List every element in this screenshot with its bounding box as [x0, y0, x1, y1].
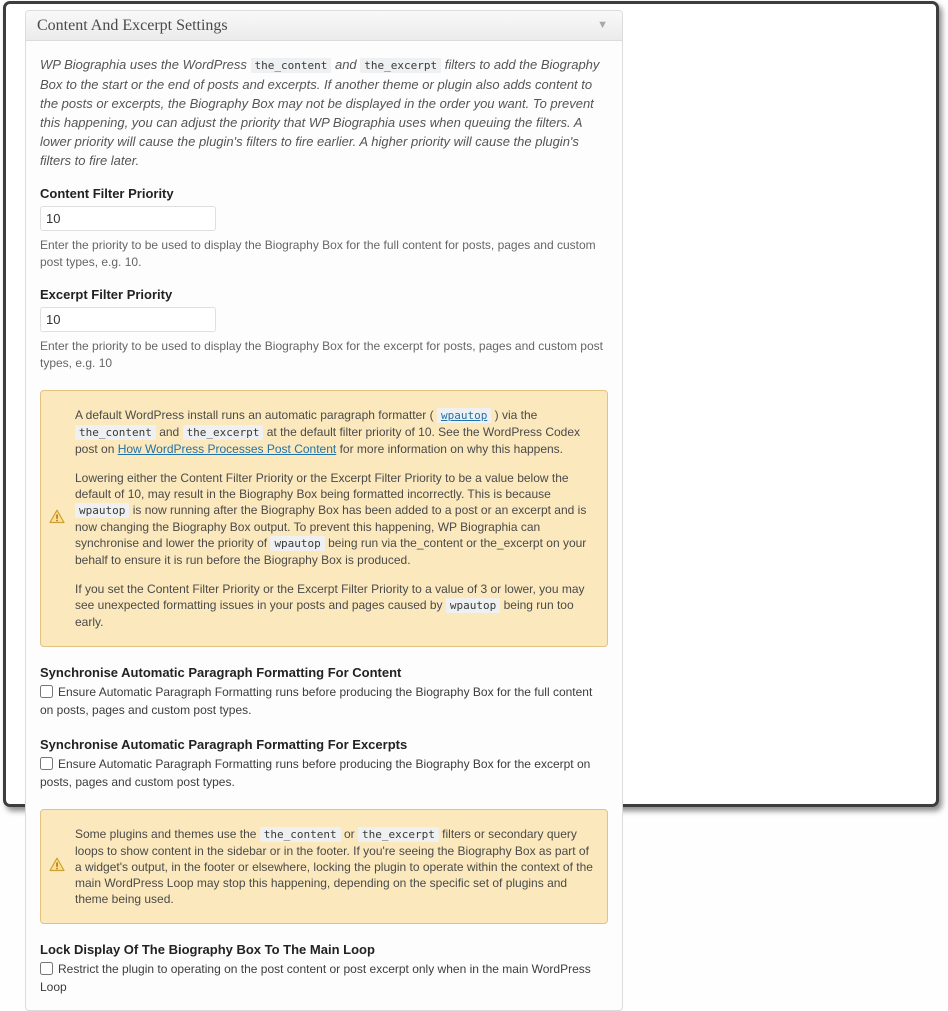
warning-paragraph: A default WordPress install runs an automatic paragraph formatter ( wpautop ) via the the_content and the_excerpt at the default filter priority of 10. See the WordPress Codex post on How WordPress Processes Post Content for more information on why this happens.: [75, 408, 581, 456]
excerpt-filter-priority-label: Excerpt Filter Priority: [40, 287, 173, 302]
main-loop-warning-box: [40, 809, 608, 924]
inline-code: the_content: [251, 58, 332, 73]
inline-code: the_excerpt: [183, 425, 264, 440]
panel-title: Content And Excerpt Settings: [37, 16, 228, 34]
excerpt-filter-priority-help: Enter the priority to be used to display the Biography Box for the excerpt for posts, pages and custom post types, e.g. 10: [40, 339, 603, 370]
inline-code: the_content: [75, 425, 156, 440]
sync-content-label: Synchronise Automatic Paragraph Formatting For Content: [40, 665, 402, 680]
sync-excerpts-checkbox[interactable]: [40, 757, 53, 770]
inline-code: wpautop: [270, 536, 324, 551]
priority-warning-box: [40, 390, 608, 647]
lock-loop-row: [40, 960, 608, 996]
inline-code: the_excerpt: [358, 827, 439, 842]
sync-excerpts-text: Ensure Automatic Paragraph Formatting runs before producing the Biography Box for the excerpt on posts, pages and custom post types.: [40, 757, 591, 789]
inline-link[interactable]: How WordPress Processes Post Content: [117, 442, 337, 456]
warning-paragraph: Lowering either the Content Filter Priority or the Excerpt Filter Priority to be a value below the default of 10, may result in the Biography Box being formatted incorrectly. This is because wpautop is now running after the Biography Box has been added to a post or an excerpt and is now changing the Biography Box output. To prevent this happening, WP Biographia can synchronise and lower the priority of wpautop being run via the_content or the_excerpt on your behalf to ensure it is run before the Biography Box is produced.: [75, 471, 587, 567]
inline-code: the_excerpt: [360, 58, 441, 73]
warning-triangle-icon: [49, 509, 65, 529]
content-excerpt-settings-panel: [25, 10, 623, 1011]
lock-loop-text: Restrict the plugin to operating on the post content or post excerpt only when in the main WordPress Loop: [40, 962, 591, 994]
priority-warning-text: [75, 394, 593, 643]
inline-link[interactable]: wpautop: [437, 408, 491, 423]
content-filter-priority-label: Content Filter Priority: [40, 186, 174, 201]
main-loop-warning-text: [75, 813, 593, 920]
page-frame: [3, 1, 939, 994]
lock-loop-label: Lock Display Of The Biography Box To The Main Loop: [40, 942, 375, 957]
warning-triangle-icon: [49, 857, 65, 877]
warning-paragraph: Some plugins and themes use the the_content or the_excerpt filters or secondary query loops to show content in the sidebar or in the footer. If you're seeing the Biography Box as part of a widget's output, in the footer or elsewhere, locking the plugin to operate within the context of the main WordPress Loop may stop this happening, depending on the specific set of plugins and theme being used.: [75, 827, 593, 906]
content-filter-priority-help: Enter the priority to be used to display the Biography Box for the full content for posts, pages and custom post types, e.g. 10.: [40, 238, 596, 269]
inline-code: the_content: [260, 827, 341, 842]
intro-paragraph: WP Biographia uses the WordPress the_content and the_excerpt filters to add the Biography Box to the start or the end of posts and excerpts. If another theme or plugin also adds content to the posts or excerpts, the Biography Box may not be displayed in the order you want. To prevent this happening, you can adjust the priority that WP Biographia uses when queuing the filters. A lower priority will cause the plugin's filters to fire earlier. A higher priority will cause the plugin's filters to fire later.: [40, 57, 600, 168]
inline-code: wpautop: [446, 598, 500, 613]
warning-paragraph: If you set the Content Filter Priority or the Excerpt Filter Priority to a value of 3 or lower, you may see unexpected formatting issues in your posts and pages caused by wpautop being run too early.: [75, 582, 585, 629]
panel-body: [26, 41, 622, 1010]
sync-content-text: Ensure Automatic Paragraph Formatting runs before producing the Biography Box for the full content on posts, pages and custom post types.: [40, 685, 593, 717]
panel-header[interactable]: [26, 11, 622, 41]
sync-content-row: [40, 683, 608, 719]
inline-code: wpautop: [75, 503, 129, 518]
sync-content-checkbox[interactable]: [40, 685, 53, 698]
lock-loop-checkbox[interactable]: [40, 962, 53, 975]
sync-excerpts-row: [40, 755, 608, 791]
chevron-down-icon[interactable]: ▼: [597, 19, 608, 31]
sync-excerpts-label: Synchronise Automatic Paragraph Formatting For Excerpts: [40, 737, 408, 752]
content-filter-priority-input[interactable]: [40, 206, 216, 231]
excerpt-filter-priority-input[interactable]: [40, 307, 216, 332]
